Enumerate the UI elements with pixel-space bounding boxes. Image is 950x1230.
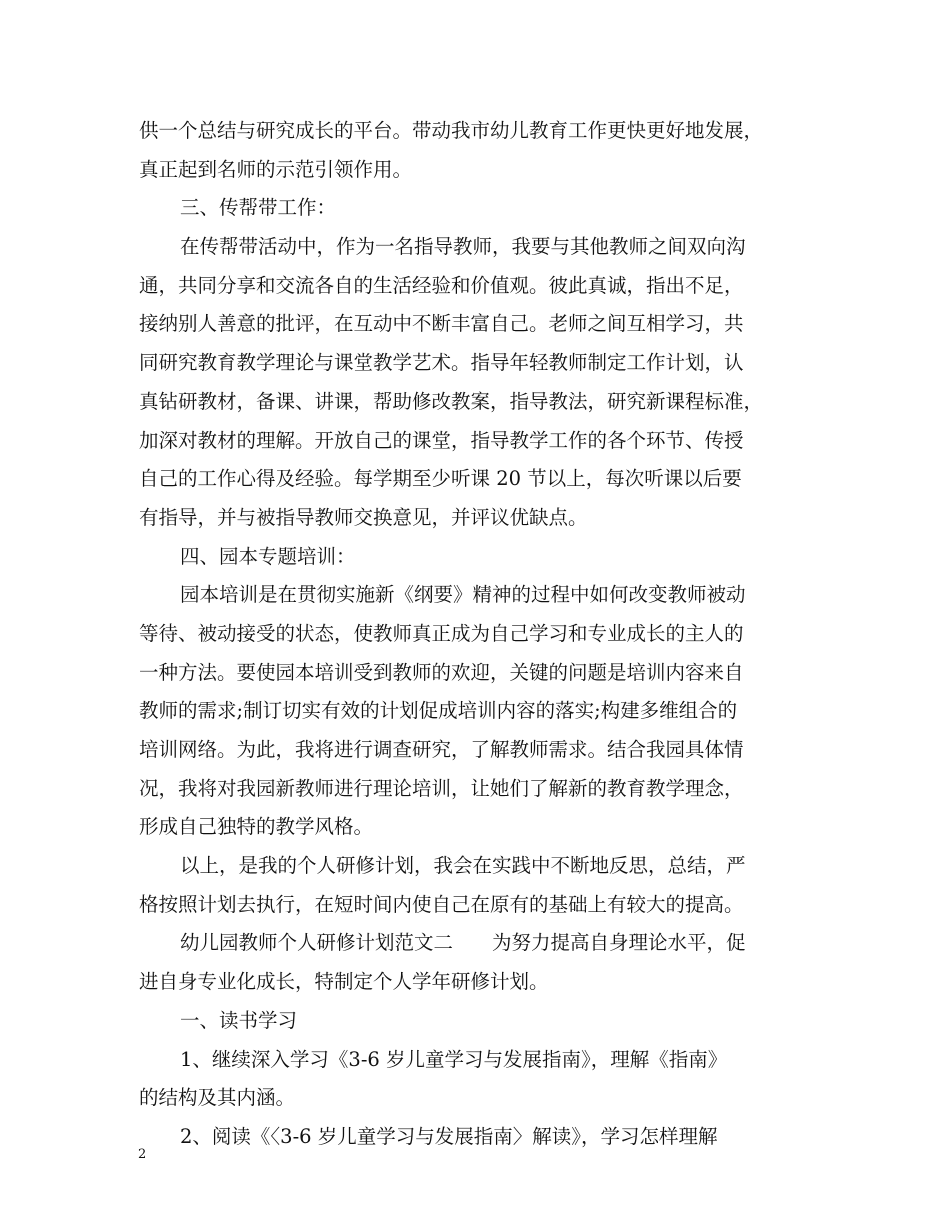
text-line: 供一个总结与研究成长的平台。带动我市幼儿教育工作更快更好地发展， [139,119,764,142]
text-line: 的结构及其内涵。 [139,1086,296,1110]
page-number: 2 [138,1147,147,1162]
text-line: 园本培训是在贯彻实施新《纲要》精神的过程中如何改变教师被动 [180,583,746,607]
text-line: 真正起到名师的示范引领作用。 [139,157,413,181]
document-body [139,112,829,1157]
text-line: 通，共同分享和交流各自的生活经验和价值观。彼此真诚，指出不足， [139,273,744,297]
text-line: 等待、被动接受的状态，使教师真正成为自己学习和专业成长的主人的 [139,621,744,645]
section-heading: 三、传帮带工作： [180,196,337,220]
text-line: 自己的工作心得及经验。每学期至少听课 20 节以上，每次听课以后要 [139,467,742,491]
text-line: 有指导，并与被指导教师交换意见，并评议优缺点。 [139,505,588,529]
text-line: 同研究教育教学理论与课堂教学艺术。指导年轻教师制定工作计划，认 [139,351,744,375]
text-line: 格按照计划去执行，在短时间内使自己在原有的基础上有较大的提高。 [139,892,744,916]
text-line: 加深对教材的理解。开放自己的课堂，指导教学工作的各个环节、传授 [139,428,744,452]
text-line: 幼儿园教师个人研修计划范文二 为努力提高自身理论水平，促 [180,931,746,955]
text-line: 以上，是我的个人研修计划，我会在实践中不断地反思，总结，严 [180,854,746,878]
list-item: 2、阅读《〈3-6 岁儿童学习与发展指南〉解读》，学习怎样理解 [180,1124,718,1148]
text-line: 真钻研教材，备课、讲课，帮助修改教案，指导教法，研究新课程标准， [139,389,764,413]
text-line: 一种方法。要使园本培训受到教师的欢迎，关键的问题是培训内容来自 [139,660,744,684]
section-heading: 四、园本专题培训： [180,544,356,568]
text-line: 接纳别人善意的批评，在互动中不断丰富自己。老师之间互相学习，共 [139,312,744,336]
text-line: 形成自己独特的教学风格。 [139,815,374,839]
text-line: 进自身专业化成长，特制定个人学年研修计划。 [139,970,549,994]
text-line: 在传帮带活动中，作为一名指导教师，我要与其他教师之间双向沟 [180,235,746,259]
text-line: 教师的需求;制订切实有效的计划促成培训内容的落实;构建多维组合的 [139,699,738,723]
list-item: 1、继续深入学习《3-6 岁儿童学习与发展指南》，理解《指南》 [180,1047,728,1071]
section-heading: 一、读书学习 [180,1008,298,1032]
text-line: 况，我将对我园新教师进行理论培训，让她们了解新的教育教学理念， [139,776,744,800]
text-line: 培训网络。为此，我将进行调查研究，了解教师需求。结合我园具体情 [139,738,744,761]
